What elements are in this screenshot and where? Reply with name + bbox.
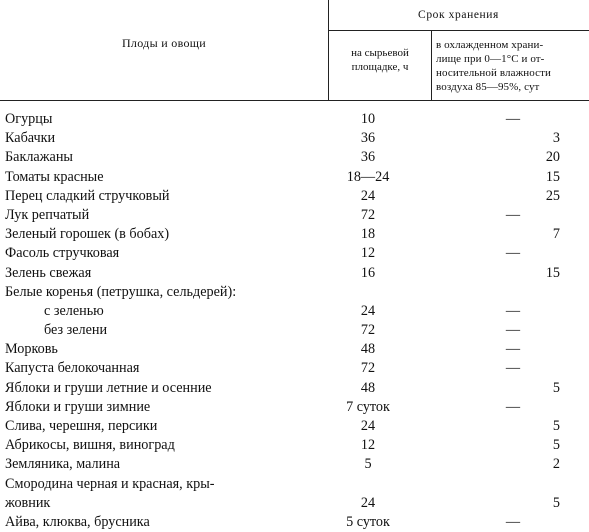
row-product-name: Морковь xyxy=(5,341,58,358)
table-row xyxy=(0,321,589,340)
row-product-name: Баклажаны xyxy=(5,149,73,166)
row-raw-site-hours: 24 xyxy=(360,187,376,204)
table-row xyxy=(0,264,589,283)
table-row xyxy=(0,475,589,494)
row-raw-site-hours: 72 xyxy=(360,206,376,223)
table-row xyxy=(0,110,589,129)
row-product-name: Земляника, малина xyxy=(5,456,121,473)
row-raw-site-hours: 5 xyxy=(364,456,372,473)
row-product-name: Яблоки и груши зимние xyxy=(5,398,151,415)
row-cold-storage-days: — xyxy=(505,513,521,530)
row-raw-site-hours: 48 xyxy=(360,379,376,396)
row-cold-storage-days: — xyxy=(505,302,521,319)
row-raw-site-hours: 72 xyxy=(360,322,376,339)
column-header-cold-storage-line-2: лище при 0—1°С и от- xyxy=(436,53,545,65)
header-divider-bottom xyxy=(0,100,589,101)
row-product-name: Зелень свежая xyxy=(5,264,92,281)
row-raw-site-hours: 36 xyxy=(360,130,376,147)
header-divider-term xyxy=(328,30,589,31)
column-header-cold-storage xyxy=(436,38,588,94)
header-divider-subcolumns xyxy=(431,30,432,100)
row-cold-storage-days: — xyxy=(505,206,521,223)
row-product-name: Фасоль стручковая xyxy=(5,245,120,262)
row-cold-storage-days: 7 xyxy=(552,226,560,243)
table-row xyxy=(0,168,589,187)
row-cold-storage-days: 5 xyxy=(552,418,560,434)
row-product-name: Томаты красные xyxy=(5,168,104,185)
table-row xyxy=(0,244,589,263)
table-row xyxy=(0,436,589,455)
row-cold-storage-days: 5 xyxy=(552,379,560,396)
row-product-name: Яблоки и груши летние и осенние xyxy=(5,379,212,396)
row-raw-site-hours: 48 xyxy=(360,341,376,358)
row-raw-site-hours: 7 суток xyxy=(346,398,390,415)
row-cold-storage-days: 20 xyxy=(545,149,560,166)
row-cold-storage-days: — xyxy=(505,322,521,339)
row-product-name: Зеленый горошек (в бобах) xyxy=(5,226,170,243)
table-row xyxy=(0,455,589,474)
row-raw-site-hours: 16 xyxy=(360,264,376,281)
table-row xyxy=(0,417,589,436)
table-row xyxy=(0,379,589,398)
row-product-name: Перец сладкий стручковый xyxy=(5,187,170,204)
row-cold-storage-days: — xyxy=(505,341,521,358)
row-product-name: Кабачки xyxy=(5,130,56,147)
row-product-name: Капуста белокочанная xyxy=(5,360,140,377)
row-raw-site-hours: 5 суток xyxy=(346,513,390,530)
row-product-name: с зеленью xyxy=(44,302,104,319)
row-raw-site-hours: 18 xyxy=(360,226,376,243)
column-header-cold-storage-line-1: в охлажденном храни- xyxy=(436,39,544,51)
row-raw-site-hours: 12 xyxy=(360,245,376,262)
row-cold-storage-days: — xyxy=(505,245,521,262)
row-cold-storage-days: — xyxy=(505,360,521,377)
column-header-cold-storage-line-3: носительной влажности xyxy=(436,67,552,79)
row-cold-storage-days: 2 xyxy=(552,456,560,473)
table-row xyxy=(0,494,589,513)
column-header-raw-site-line-1: на сырьевой xyxy=(351,47,409,59)
table-row xyxy=(0,225,589,244)
column-header-raw-site xyxy=(330,46,430,74)
row-product-name: Айва, клюква, брусника xyxy=(5,513,150,530)
table-row xyxy=(0,283,589,302)
row-raw-site-hours: 72 xyxy=(360,360,376,377)
row-raw-site-hours: 18—24 xyxy=(346,168,390,185)
row-cold-storage-days: 25 xyxy=(545,187,560,204)
table-row xyxy=(0,206,589,225)
row-product-name: Лук репчатый xyxy=(5,206,90,223)
row-product-name: Абрикосы, вишня, виноград xyxy=(5,437,175,454)
row-product-name: без зелени xyxy=(44,322,108,339)
row-product-name: Слива, черешня, персики xyxy=(5,418,158,434)
column-header-storage-term: Срок хранения xyxy=(418,9,499,21)
row-cold-storage-days: — xyxy=(505,398,521,415)
row-raw-site-hours: 36 xyxy=(360,149,376,166)
row-raw-site-hours: 12 xyxy=(360,437,376,454)
column-header-cold-storage-line-4: воздуха 85—95%, сут xyxy=(436,81,540,93)
table-row xyxy=(0,302,589,321)
row-raw-site-hours: 10 xyxy=(360,111,376,127)
table-row xyxy=(0,513,589,532)
row-product-name: Белые коренья (петрушка, сельдерей): xyxy=(5,283,237,300)
row-cold-storage-days: — xyxy=(505,111,521,127)
table-row xyxy=(0,398,589,417)
row-product-name: Огурцы xyxy=(5,111,53,127)
row-cold-storage-days: 15 xyxy=(545,168,560,185)
row-product-name: Смородина черная и красная, кры- xyxy=(5,475,215,492)
row-raw-site-hours: 24 xyxy=(360,418,376,434)
column-header-raw-site-line-2: площадке, ч xyxy=(351,61,409,73)
table-row xyxy=(0,129,589,148)
table-body xyxy=(0,110,589,532)
row-cold-storage-days: 15 xyxy=(545,264,560,281)
table-row xyxy=(0,340,589,359)
row-cold-storage-days: 5 xyxy=(552,437,560,454)
table-row xyxy=(0,148,589,167)
row-raw-site-hours: 24 xyxy=(360,494,376,511)
column-header-products: Плоды и овощи xyxy=(121,36,207,50)
row-product-name: жовник xyxy=(5,494,51,511)
row-cold-storage-days: 5 xyxy=(552,494,560,511)
row-raw-site-hours: 24 xyxy=(360,302,376,319)
table-row xyxy=(0,359,589,378)
row-cold-storage-days: 3 xyxy=(552,130,560,147)
table-row xyxy=(0,187,589,206)
